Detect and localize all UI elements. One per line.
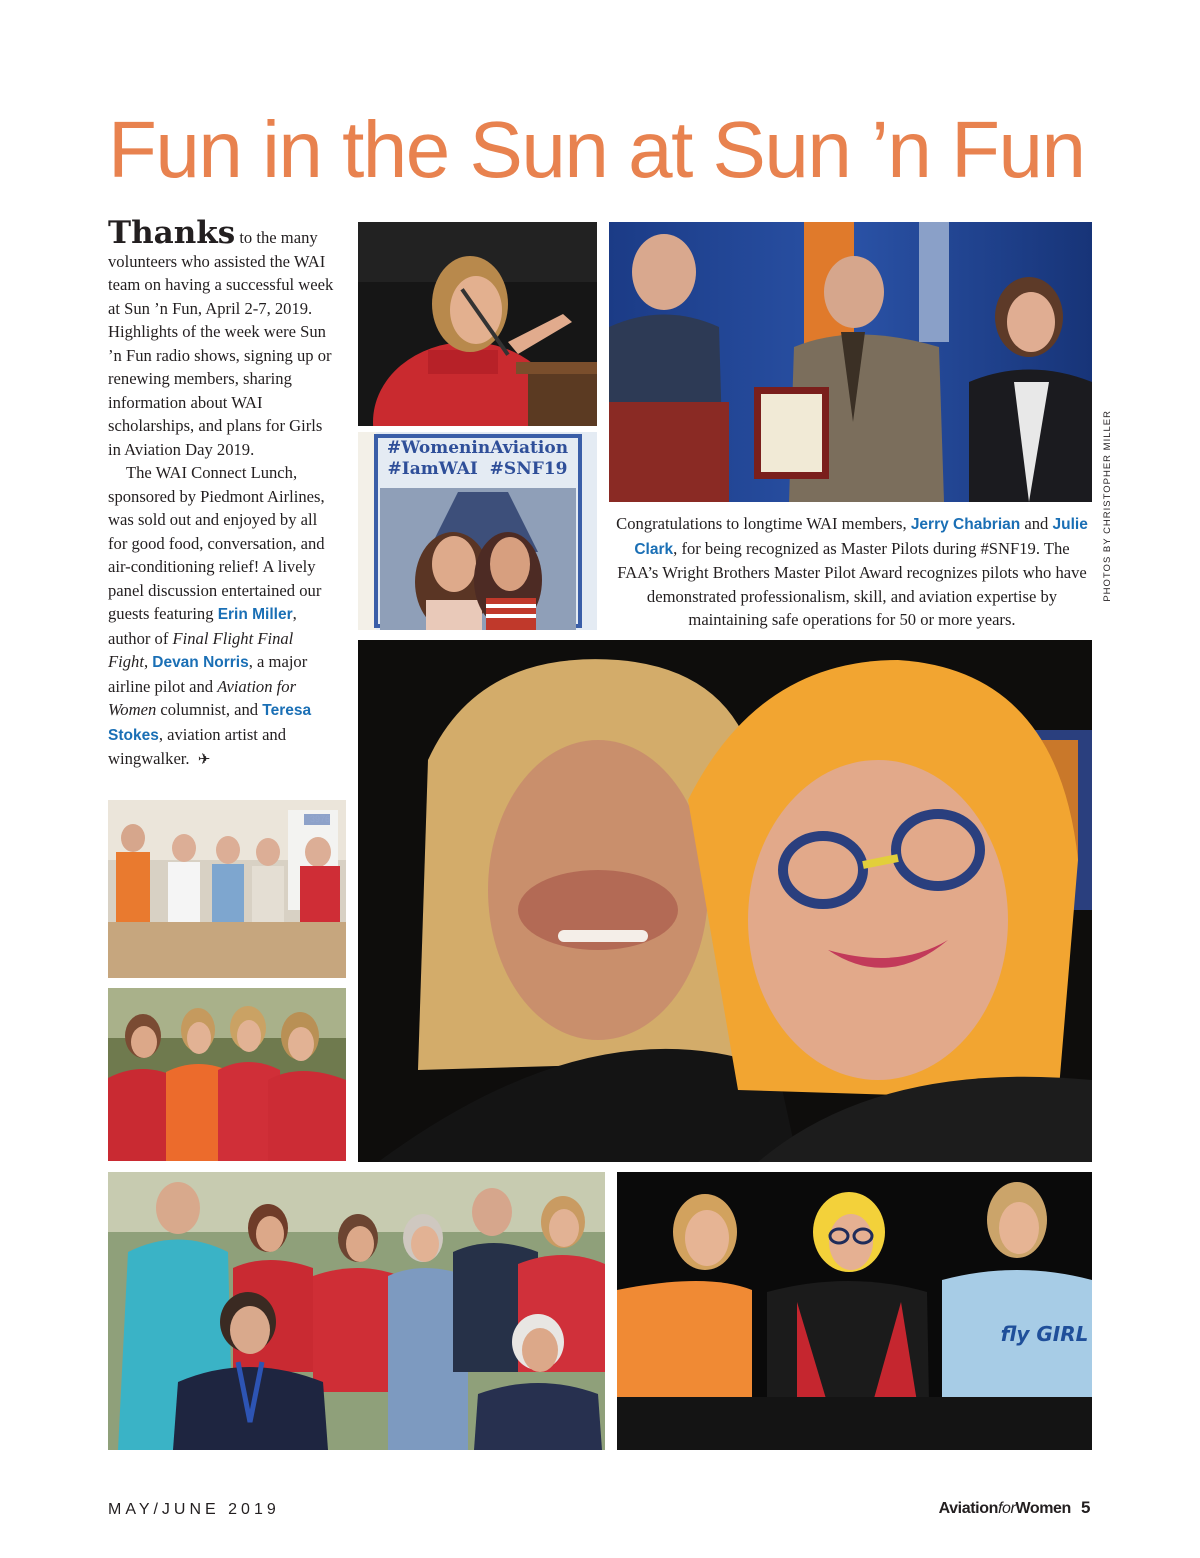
photo-three-women-table xyxy=(617,1172,1092,1450)
page-number: 5 xyxy=(1080,1498,1090,1517)
photo-speaker-podium xyxy=(358,222,597,426)
photo-credit: PHOTOS BY CHRISTOPHER MILLER xyxy=(1102,410,1113,602)
page-title: Fun in the Sun at Sun ’n Fun xyxy=(108,105,1085,194)
issue-date: MAY/JUNE 2019 xyxy=(108,1501,280,1518)
name-devan-norris: Devan Norris xyxy=(152,654,249,671)
photo-group-booth xyxy=(108,800,346,978)
name-erin-miller: Erin Miller xyxy=(217,606,293,623)
paragraph-2-text-e: columnist, and xyxy=(156,700,263,719)
article-paragraph-1 xyxy=(108,215,336,461)
paragraph-1-text: to the many volunteers who assisted the WAI team on having a successful week at Sun ’n Fun, April 2-7, 2019. Highlights of the week were Sun ’n Fun radio shows, signing up or renewing members, sharing information about WAI scholarships, and plans for Girls in Aviation Day 2019. xyxy=(108,228,334,459)
magazine-name-b: Women xyxy=(1015,1500,1071,1517)
caption-text-b: and xyxy=(1020,514,1053,533)
name-julie-clark: Julie Clark xyxy=(634,516,1088,558)
photo-four-women-red xyxy=(108,988,346,1161)
sign-line-1: #WomeninAviation xyxy=(386,438,569,458)
paragraph-2-text-c: , xyxy=(143,652,153,671)
sign-line-2: #IamWAI #SNF19 xyxy=(387,459,568,479)
award-caption xyxy=(612,512,1092,632)
photo-master-pilot-award xyxy=(609,222,1092,502)
caption-text-c: , for being recognized as Master Pilots during #SNF19. The FAA’s Wright Brothers Master Pilot Award recognizes pilots who have demonstrated professionalism, skill, and aviation expertise by maintaining safe operations for 50 or more years. xyxy=(617,538,1087,629)
paragraph-2-text-b: , author of xyxy=(108,604,297,648)
photo-women-in-aviation-sign xyxy=(358,432,597,630)
photo-two-women-closeup xyxy=(358,640,1092,1162)
paragraph-2-text-d: , a major airline pilot and xyxy=(108,652,308,696)
paragraph-2-text-a: The WAI Connect Lunch, sponsored by Piedmont Airlines, was sold out and enjoyed by all for good food, conversation, and air-conditioning relief! A lively panel discussion entertained our guests featuring xyxy=(108,463,325,623)
magazine-footer xyxy=(939,1498,1090,1518)
shirt-logo: fly GIRL xyxy=(1000,1322,1089,1346)
magazine-name-for: for xyxy=(997,1500,1016,1517)
paragraph-2-text-f: , aviation artist and wingwalker. xyxy=(108,724,287,768)
book-title: Final Flight Final Fight xyxy=(108,628,294,671)
column-title: Aviation for Women xyxy=(108,676,297,719)
photo-group-outdoor xyxy=(108,1172,605,1450)
article-body xyxy=(108,215,336,772)
name-jerry-chabrian: Jerry Chabrian xyxy=(910,516,1021,533)
article-paragraph-2 xyxy=(108,461,336,772)
magazine-name-a: Aviation xyxy=(938,1500,998,1517)
caption-text-a: Congratulations to longtime WAI members, xyxy=(616,514,911,533)
airplane-icon: ✈ xyxy=(197,750,211,768)
name-teresa-stokes: Teresa Stokes xyxy=(108,702,312,744)
drop-word: Thanks xyxy=(108,215,236,251)
